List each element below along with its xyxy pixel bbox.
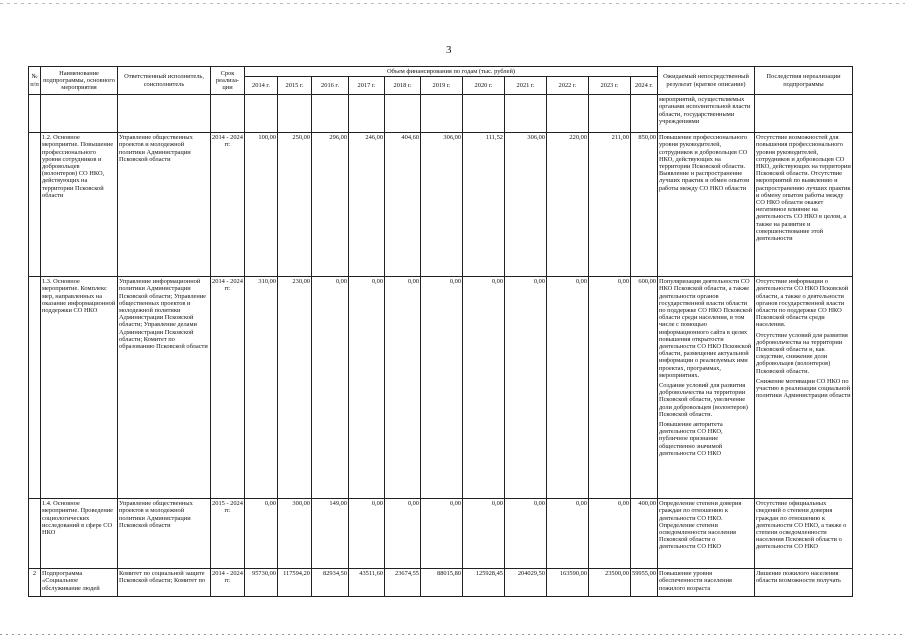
funding-value	[385, 95, 421, 133]
funding-value: 163590,00	[547, 569, 589, 597]
row-result	[657, 133, 754, 277]
funding-value: 211,00	[589, 133, 631, 277]
row-name: 1.4. Основное мероприятие. Проведение социологических исследований в сфере СО НКО	[41, 499, 118, 569]
funding-value: 0,00	[349, 499, 385, 569]
row-responsible: Управление общественных проектов и молодежной политики Администрации Псковской области	[118, 499, 211, 569]
funding-value: 850,00	[631, 133, 658, 277]
row-consequences	[754, 499, 852, 569]
funding-value	[463, 95, 505, 133]
row-responsible	[118, 95, 211, 133]
funding-value: 246,00	[349, 133, 385, 277]
table-row	[29, 95, 853, 133]
funding-value	[547, 95, 589, 133]
header-year: 2022 г.	[547, 77, 589, 95]
funding-value	[245, 95, 278, 133]
row-period	[211, 95, 245, 133]
header-year: 2018 г.	[385, 77, 421, 95]
header-year: 2020 г.	[463, 77, 505, 95]
header-year: 2019 г.	[421, 77, 463, 95]
result-paragraph: Популяризация деятельности СО НКО Псковской области, а также деятельности органов государственной власти области по поддержке СО НКО Псковской области среди населения, в том числе с помощью информационного сайта в целях повышения открытости деятельности СО НКО Псковской области, размещение актуальной информации о реализуемых ими проектах, программах, мероприятиях.	[658, 278, 752, 379]
funding-value: 300,00	[278, 499, 312, 569]
funding-value	[421, 95, 463, 133]
funding-value: 600,00	[631, 277, 658, 499]
funding-value: 204029,50	[505, 569, 547, 597]
header-period: Срок реализа-ции	[211, 67, 245, 95]
funding-value: 400,00	[631, 499, 658, 569]
funding-value: 0,00	[547, 277, 589, 499]
row-name: 1.3. Основное мероприятие. Комплекс мер, направленных на оказание информационной поддержки СО НКО	[41, 277, 118, 499]
funding-value: 220,00	[547, 133, 589, 277]
row-name: Подпрограмма «Социальное обслуживание людей	[41, 569, 118, 597]
funding-value	[278, 95, 312, 133]
program-table	[28, 66, 853, 597]
page-number: 3	[446, 44, 452, 56]
row-consequences	[754, 569, 852, 597]
result-paragraph: Повышение авторитета деятельности СО НКО, публичное признание общественно значимой деятельности СО НКО	[658, 421, 723, 457]
funding-value: 0,00	[505, 499, 547, 569]
row-num	[29, 277, 41, 499]
row-num	[29, 499, 41, 569]
header-year: 2021 г.	[505, 77, 547, 95]
header-result: Ожидаемый непосредственный результат (краткое описание)	[657, 67, 754, 95]
scan-edge-top	[0, 3, 905, 4]
row-result	[657, 95, 754, 133]
consequence-paragraph: Отсутствие условий для развития добровольчества на территории Псковской области и, как следствие, снижение доли добровольцев (волонтеров) Псковской области.	[755, 331, 848, 375]
funding-value: 0,00	[547, 499, 589, 569]
row-name	[41, 95, 118, 133]
funding-value: 23500,00	[589, 569, 631, 597]
funding-value: 117594,20	[278, 569, 312, 597]
header-name: Наименование подпрограммы, основного мероприятия	[41, 67, 118, 95]
scan-edge-bottom	[0, 634, 905, 635]
funding-value	[631, 95, 658, 133]
result-paragraph: Повышение профессионального уровня руководителей, сотрудников и добровольцев СО НКО, действующих на территории Псковской области. Выявление и распространение лучших практик и обмен опытом работы между СО НКО области	[658, 134, 750, 192]
row-consequences	[754, 277, 852, 499]
table-row	[29, 499, 853, 569]
funding-value: 111,52	[463, 133, 505, 277]
funding-value	[589, 95, 631, 133]
table-row	[29, 277, 853, 499]
funding-value: 0,00	[463, 499, 505, 569]
row-result	[657, 277, 754, 499]
funding-value: 88015,80	[421, 569, 463, 597]
funding-value: 250,00	[278, 133, 312, 277]
funding-value: 0,00	[589, 499, 631, 569]
consequence-paragraph: Отсутствие информации о деятельности СО НКО Псковской области, а также о деятельности органов государственной власти области по поддержке СО НКО Псковской области среди населения.	[755, 278, 849, 329]
funding-value: 23674,55	[385, 569, 421, 597]
result-paragraph: Определение степени доверия граждан по отношению к деятельности СО НКО. Определение степени осведомленности населения Псковской области о деятельности СО НКО	[658, 500, 742, 551]
funding-value: 0,00	[463, 277, 505, 499]
row-consequences	[754, 133, 852, 277]
funding-value: 230,00	[278, 277, 312, 499]
row-period: 2014 - 2024 гг.	[211, 277, 245, 499]
funding-value: 149,00	[312, 499, 349, 569]
funding-value: 0,00	[505, 277, 547, 499]
row-responsible: Комитет по социальной защите Псковской области; Комитет по	[118, 569, 211, 597]
funding-value: 0,00	[421, 277, 463, 499]
row-num	[29, 133, 41, 277]
funding-value	[349, 95, 385, 133]
funding-value: 100,00	[245, 133, 278, 277]
consequence-paragraph: Отсутствие возможностей для повышения профессионального уровня руководителей, сотрудников и добровольцев СО НКО, действующих на территории Псковской области. Отсутствие мероприятий по выявлению и распространению лучших практик и обмену опытом работы между СО НКО области окажет негативное влияние на деятельность СО НКО в целом, а также на развитие и совершенствование этой деятельности	[755, 134, 851, 243]
row-responsible: Управление общественных проектов и молодежной политики Администрации Псковской области	[118, 133, 211, 277]
funding-value: 0,00	[312, 277, 349, 499]
funding-value: 0,00	[385, 277, 421, 499]
consequence-paragraph: Лишение пожилого населения области возможности получать	[755, 570, 841, 585]
funding-value: 125928,45	[463, 569, 505, 597]
row-result	[657, 499, 754, 569]
funding-value: 43511,60	[349, 569, 385, 597]
row-num	[29, 95, 41, 133]
funding-value: 404,60	[385, 133, 421, 277]
result-paragraph: Создание условий для развития добровольчества на территории Псковской области, увеличение доли добровольцев (волонтеров) Псковской области.	[658, 382, 748, 418]
header-year: 2014 г.	[245, 77, 278, 95]
table-body	[29, 95, 853, 597]
header-year: 2017 г.	[349, 77, 385, 95]
header-year: 2023 г.	[589, 77, 631, 95]
table-row	[29, 569, 853, 597]
funding-value: 296,00	[312, 133, 349, 277]
funding-value: 0,00	[385, 499, 421, 569]
funding-value	[312, 95, 349, 133]
header-consequences: Последствия нереализации подпрограммы	[754, 67, 852, 95]
result-paragraph: Повышение уровня обеспеченности населения пожилого возраста	[658, 570, 732, 592]
row-period: 2015 - 2024 гг.	[211, 499, 245, 569]
row-period: 2014 - 2024 гг.	[211, 569, 245, 597]
funding-value: 0,00	[349, 277, 385, 499]
funding-value: 59955,00	[631, 569, 658, 597]
funding-value: 0,00	[245, 499, 278, 569]
funding-value	[505, 95, 547, 133]
consequence-paragraph: Отсутствие официальных сведений о степени доверия граждан по отношению к деятельности СО НКО, а также о степени осведомленности населения Псковской области о деятельности СО НКО	[755, 500, 847, 551]
header-funding: Объем финансирования по годам (тыс. рублей)	[245, 67, 658, 77]
funding-value: 306,00	[421, 133, 463, 277]
result-paragraph: мероприятий, осуществляемых органами исполнительной власти области, государственными учреждениями	[658, 96, 751, 125]
table-row	[29, 133, 853, 277]
row-period: 2014 - 2024 гг.	[211, 133, 245, 277]
header-year: 2024 г.	[631, 77, 658, 95]
consequence-paragraph: Снижение мотивации СО НКО по участию в реализации социальной политики Администрации области	[755, 377, 851, 400]
header-num: № п/п	[29, 67, 41, 95]
funding-value: 0,00	[421, 499, 463, 569]
header-responsible: Ответственный исполнитель, соисполнитель	[118, 67, 211, 95]
row-num: 2	[29, 569, 41, 597]
funding-value: 310,00	[245, 277, 278, 499]
funding-value: 82934,50	[312, 569, 349, 597]
header-year: 2015 г.	[278, 77, 312, 95]
header-year: 2016 г.	[312, 77, 349, 95]
funding-value: 0,00	[589, 277, 631, 499]
row-name: 1.2. Основное мероприятие. Повышение профессионального уровня сотрудников и добровольцев (волонтеров) СО НКО, действующих на территории Псковской области	[41, 133, 118, 277]
row-result	[657, 569, 754, 597]
row-responsible: Управление информационной политики Администрации Псковской области; Управление общественных проектов и молодежной политики Администрации Псковской области; Управление делами Администрации Псковской области; Комитет по образованию Псковской области	[118, 277, 211, 499]
row-consequences	[754, 95, 852, 133]
funding-value: 95730,00	[245, 569, 278, 597]
funding-value: 306,00	[505, 133, 547, 277]
